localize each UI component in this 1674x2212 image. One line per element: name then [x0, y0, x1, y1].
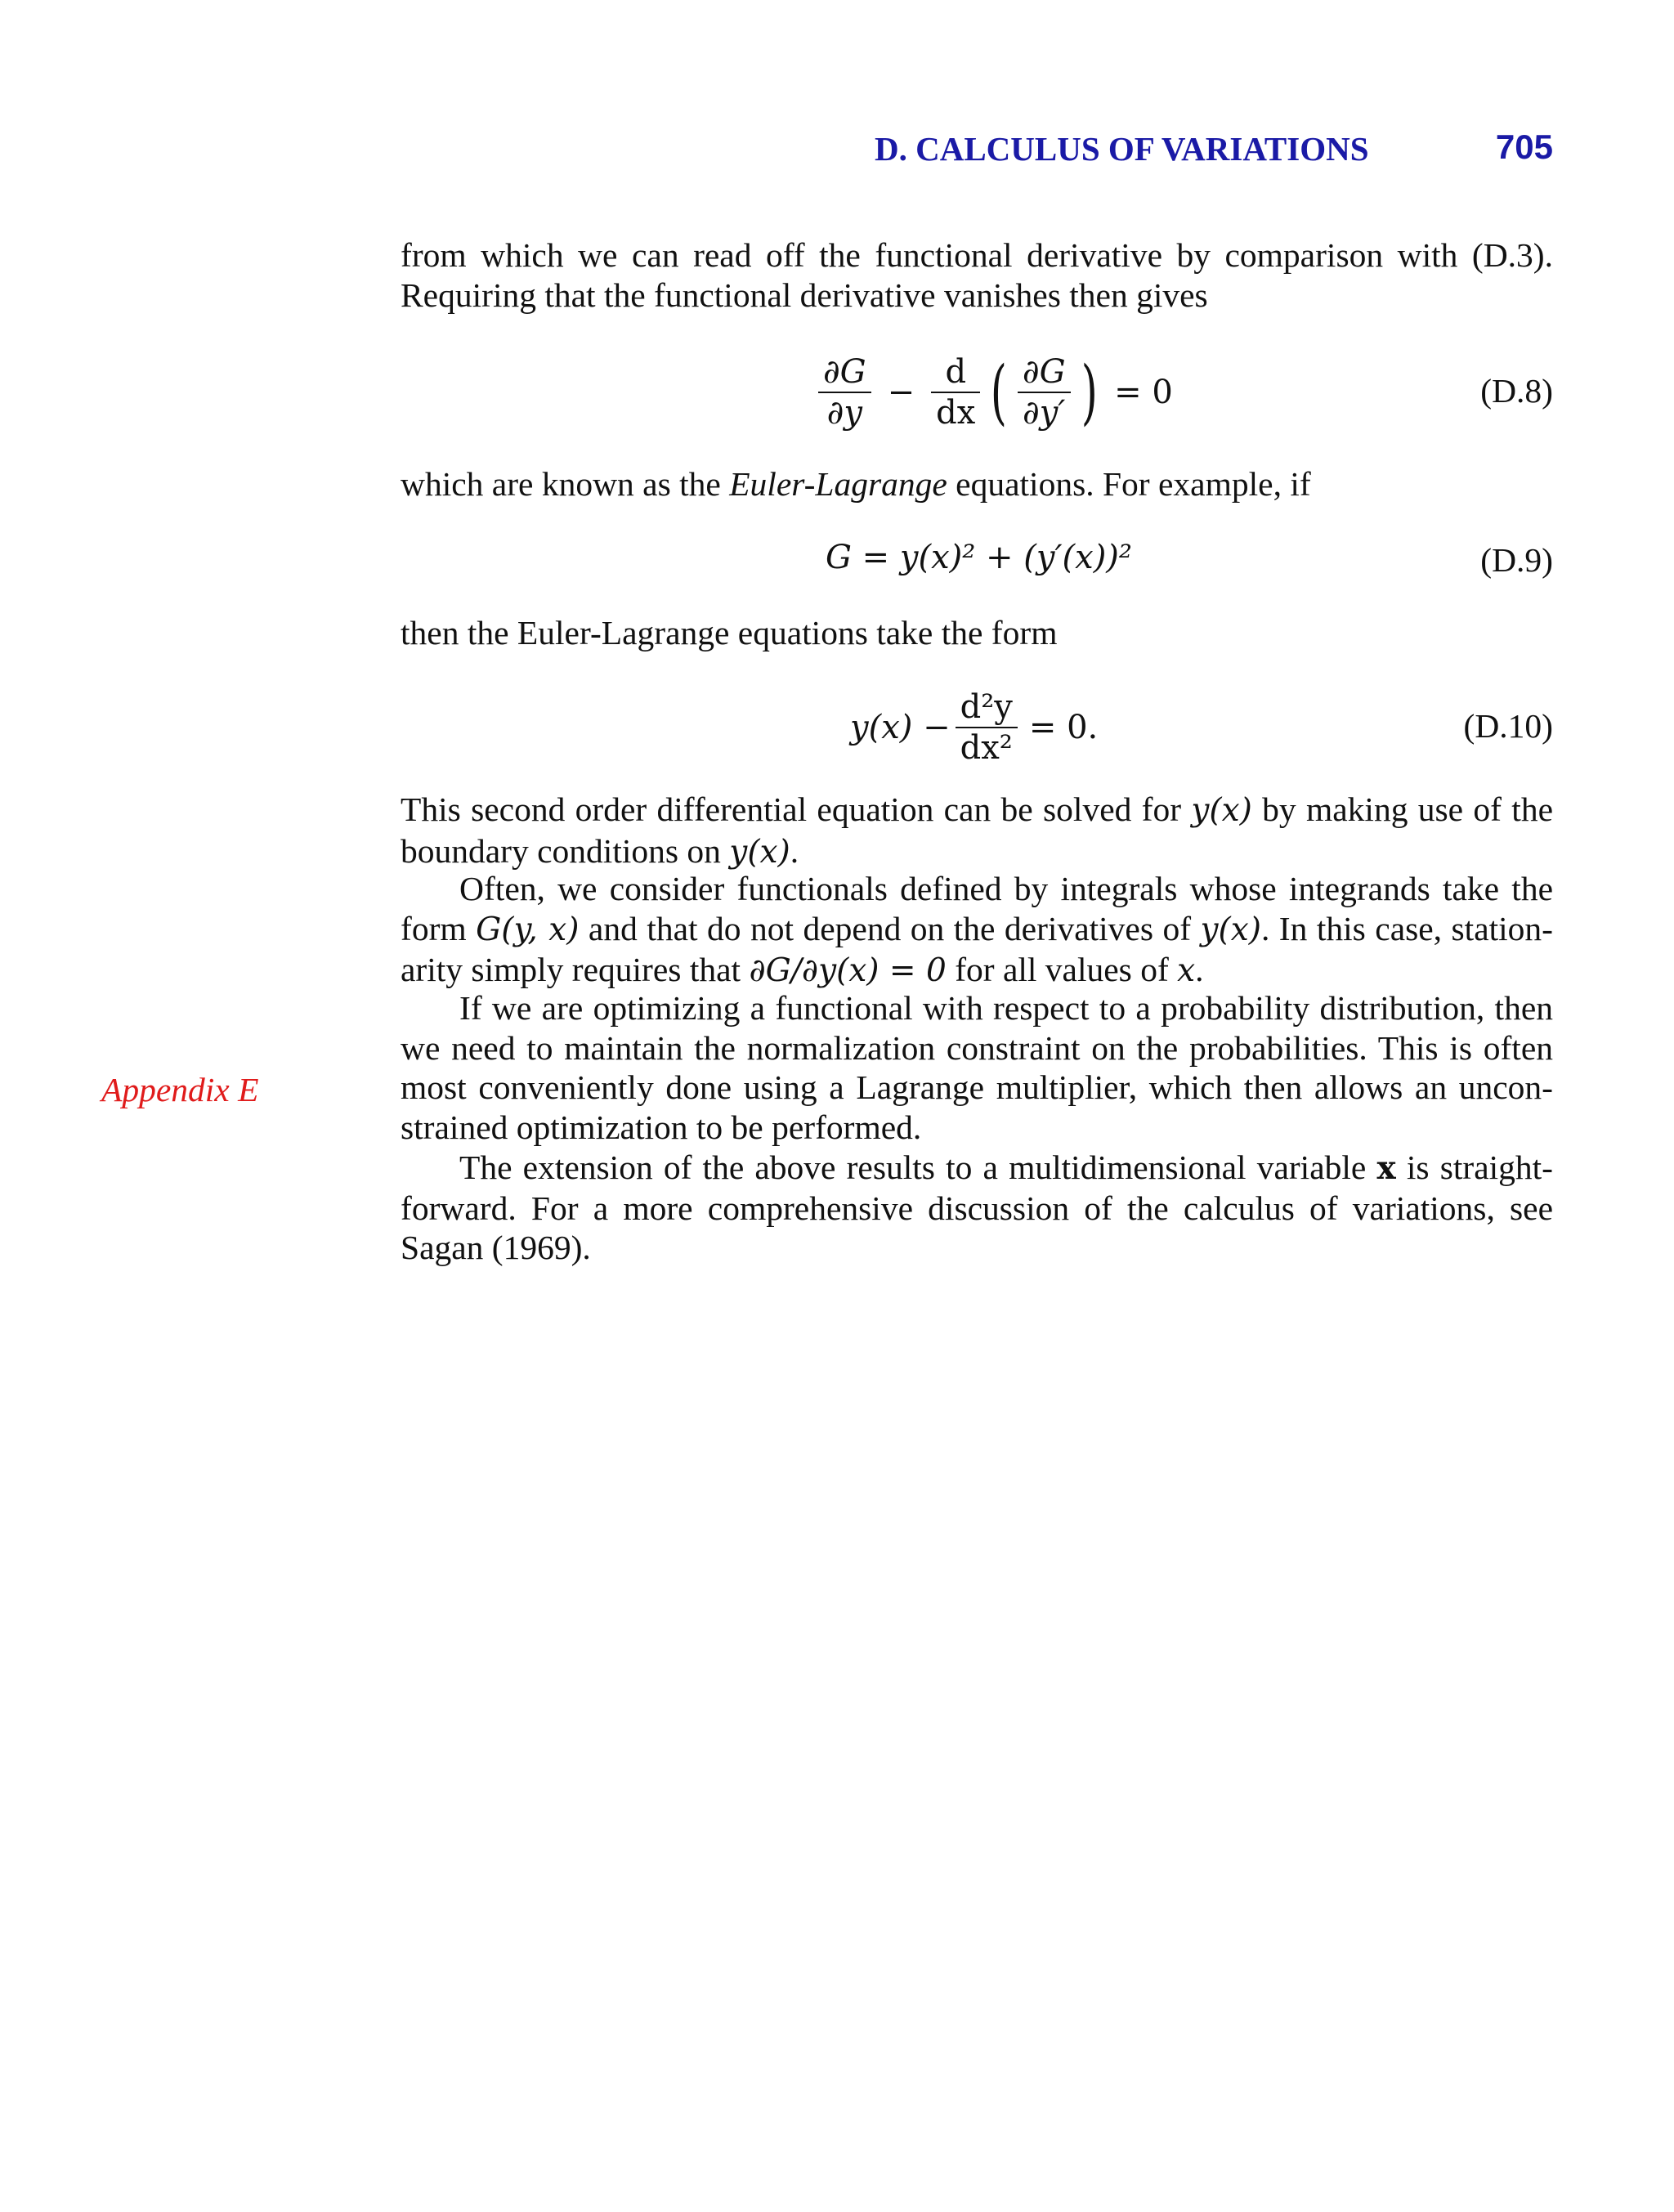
text-span: The extension of the above results to a multidimensional variable	[459, 1149, 1377, 1186]
paragraph-second-order	[401, 790, 1553, 872]
text-line	[401, 831, 1553, 873]
text-line	[401, 909, 1553, 951]
equation-label: (D.10)	[1463, 707, 1553, 745]
text-line: we need to maintain the normalization constraint on the probabilities. This is often	[401, 1028, 1553, 1067]
math-inline: ∂G/∂y(x) = 0	[749, 952, 947, 989]
denominator: ∂y	[826, 394, 862, 432]
text-line: Sagan (1969).	[401, 1229, 591, 1266]
numerator: ∂G	[823, 353, 866, 391]
text-line	[401, 790, 1553, 831]
fraction-d2y-dx2	[956, 687, 1018, 768]
text-span: and that do not depend on the derivatives of	[579, 909, 1201, 947]
text-span: equations. For example, if	[947, 465, 1311, 503]
equation-lhs: y(x) −	[850, 709, 951, 746]
emphasis-term: Euler-Lagrange	[729, 465, 947, 503]
paragraph-form	[401, 613, 1553, 653]
text-line: forward. For a more comprehensive discussion of the calculus of variations, see	[401, 1189, 1553, 1227]
equation-d8	[401, 343, 1553, 441]
math-inline-bold: x	[1376, 1149, 1396, 1187]
text-span: This second order differential equation can be solved for	[401, 790, 1192, 828]
right-paren: )	[1081, 352, 1098, 433]
paragraph-euler-lagrange	[401, 464, 1553, 504]
denominator: dx²	[960, 729, 1013, 767]
fraction-dG-dyprime	[1018, 352, 1071, 432]
math-inline: y(x)	[729, 833, 790, 871]
page-number: 705	[1495, 128, 1553, 166]
equation-label: (D.8)	[1480, 372, 1553, 410]
equation-d9	[401, 535, 1553, 584]
denominator: dx	[936, 394, 976, 432]
text-span: by making use of the	[1251, 790, 1553, 828]
text-line: Requiring that the functional derivative vanishes then gives	[401, 275, 1208, 314]
text-line	[401, 950, 1553, 992]
numerator: d	[945, 353, 967, 391]
text-span: form	[401, 909, 477, 947]
math-inline: y(x)	[1191, 792, 1252, 829]
running-title: D. CALCULUS OF VARIATIONS	[875, 130, 1369, 168]
math-inline: y(x)	[1200, 911, 1261, 948]
denominator: ∂y′	[1023, 394, 1066, 432]
numerator: d²y	[960, 688, 1013, 726]
text-line: from which we can read off the functional derivative by comparison with (D.3).	[401, 236, 1553, 274]
paragraph-extension	[401, 1148, 1553, 1268]
text-line: Often, we consider functionals defined by integrals whose integrands take the	[459, 870, 1553, 907]
fraction-dG-dy	[818, 352, 871, 432]
equation-d10	[401, 678, 1553, 777]
equation-rhs: = 0.	[1028, 709, 1099, 746]
paragraph-normalization	[401, 988, 1553, 1147]
text-line: If we are optimizing a functional with respect to a probability distribution, then	[459, 989, 1553, 1027]
paragraph-intro	[401, 235, 1553, 315]
text-span: boundary conditions on	[401, 831, 730, 870]
text-span: is straight-	[1395, 1149, 1553, 1186]
text-span: for all values of	[946, 951, 1178, 988]
equation-label: (D.9)	[1480, 541, 1553, 579]
text-span: .	[790, 831, 799, 870]
text-span: which are known as the	[401, 465, 730, 503]
equation-rhs: = 0	[1114, 374, 1173, 411]
margin-note-appendix[interactable]: Appendix E	[101, 1071, 259, 1108]
fraction-d-dx	[931, 352, 980, 432]
numerator: ∂G	[1022, 353, 1066, 391]
paragraph-functionals	[401, 869, 1553, 992]
text-span: .	[1195, 951, 1204, 988]
text-span: . In this case, station-	[1260, 909, 1554, 947]
math-inline: x	[1177, 952, 1196, 989]
minus-sign: −	[887, 374, 915, 411]
text-line: then the Euler-Lagrange equations take the form	[401, 614, 1058, 652]
text-line	[401, 464, 1553, 504]
text-line: strained optimization to be performed.	[401, 1108, 922, 1146]
left-paren: (	[991, 352, 1008, 433]
equation-expression: G = y(x)² + (y′(x))²	[826, 539, 1132, 576]
text-line	[401, 1148, 1553, 1189]
math-inline: G(y, x)	[476, 911, 580, 948]
text-span: arity simply requires that	[401, 951, 750, 988]
text-line: most conveniently done using a Lagrange multiplier, which then allows an uncon-	[401, 1068, 1553, 1106]
